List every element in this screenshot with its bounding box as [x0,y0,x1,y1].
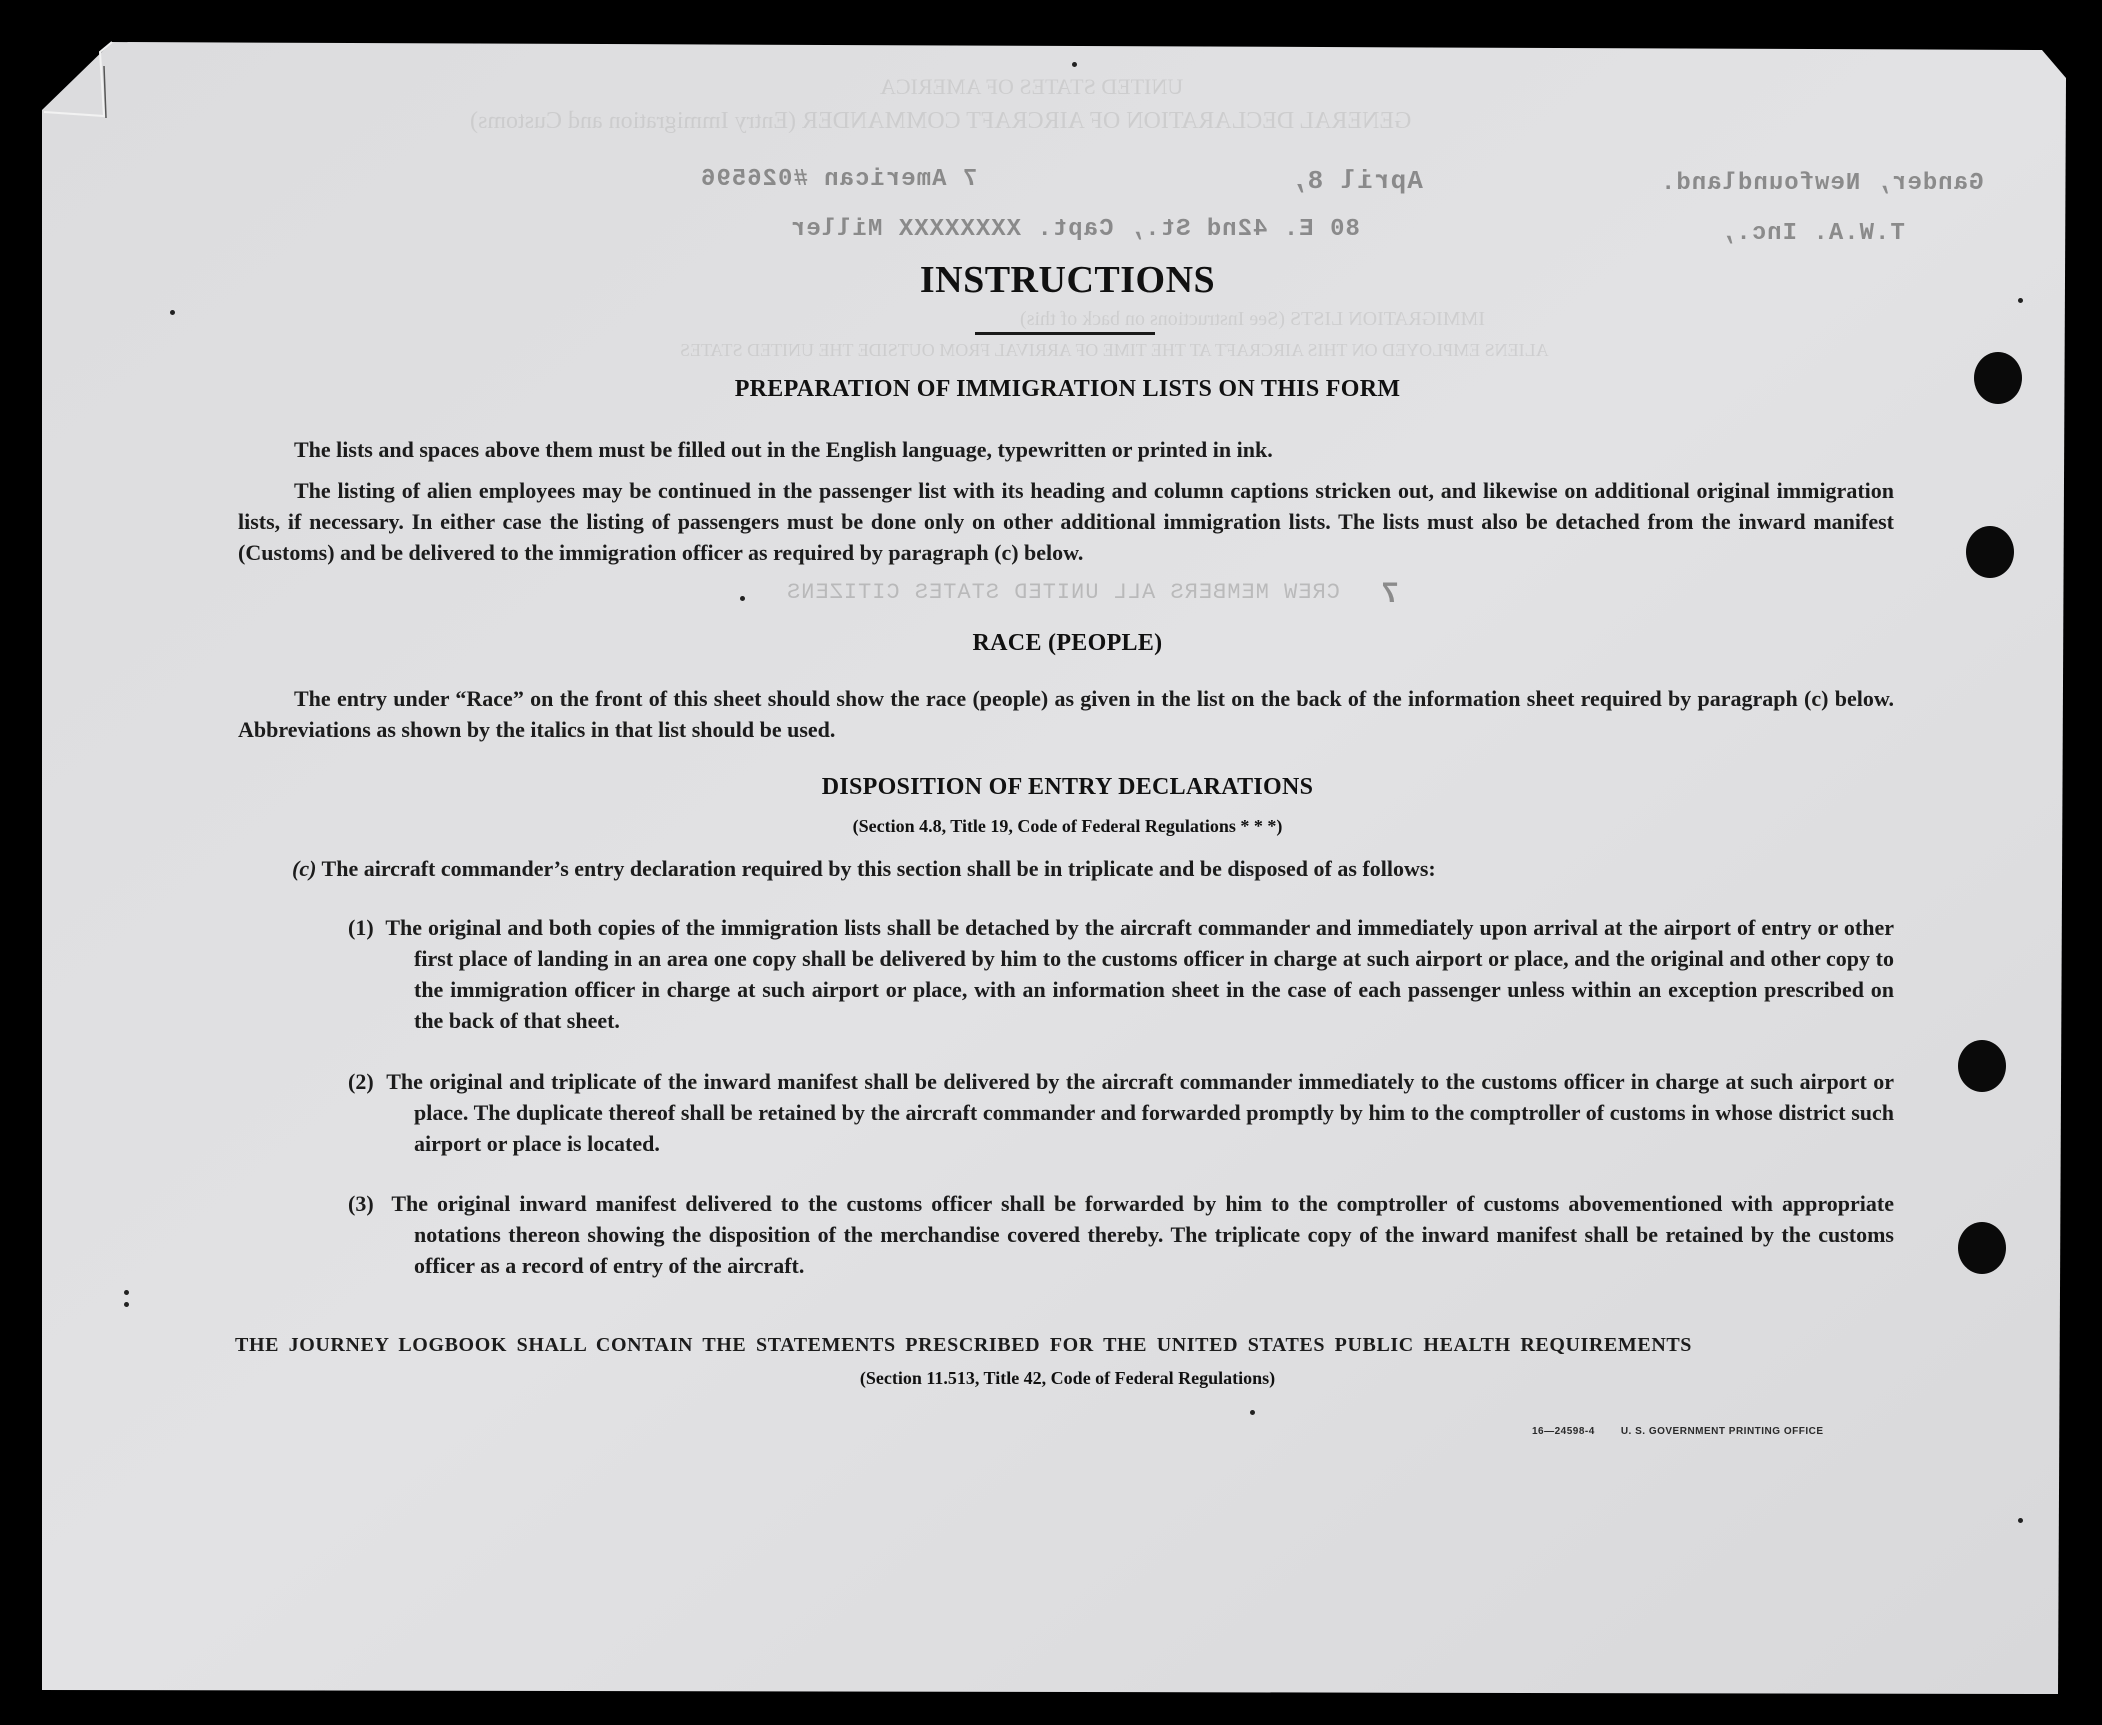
printer-imprint [1532,1426,1850,1437]
heading-race: RACE (PEOPLE) [972,630,1163,656]
disposition-intro [292,853,1894,884]
item-text: The original and triplicate of the inward manifest shall be delivered by the aircraft commander immediately to the customs officer in charge at such airport or place. The duplicate thereof shall be retained by the aircraft commander and forwarded promptly by him to the comptroller of customs in whose district such airport or place is located. [386,1069,1895,1156]
bleed-header-2: GENERAL DECLARATION OF AIRCRAFT COMMANDER (Entry Immigration and Customs) [470,108,1412,134]
bleed-carrier: T.W.A. Inc., [1720,220,1905,247]
speck [124,1290,129,1295]
intro-text: The aircraft commander’s entry declaration required by this section shall be in triplicate and be disposed of as follows: [321,856,1436,881]
item-label: (1) [348,915,374,940]
printer-name: U. S. GOVERNMENT PRINTING OFFICE [1620,1426,1824,1437]
punch-hole [1966,526,2014,578]
form-number: 16—24598-4 [1532,1426,1595,1437]
bleed-location: Gander, Newfoundland. [1660,170,1984,197]
disposition-item-3 [348,1188,1894,1281]
item-label: (2) [348,1069,374,1094]
bleed-address: 80 E. 42nd St., Capt. XXXXXXXX Miller [790,216,1360,243]
disposition-item-1 [348,912,1894,1036]
speck [1072,62,1077,67]
health-requirements-statement: THE JOURNEY LOGBOOK SHALL CONTAIN THE STATEMENTS PRESCRIBED FOR THE UNITED STATES PUBLIC HEALTH REQUIREMENTS [235,1334,1693,1356]
heading-preparation: PREPARATION OF IMMIGRATION LISTS ON THIS FORM [734,376,1401,402]
punch-hole [1958,1222,2006,1274]
bleed-lists: IMMIGRATION LISTS (See Instructions on back of this) [1020,308,1485,330]
page-title: INSTRUCTIONS [919,259,1216,301]
bleed-crew-count: 7 [1380,578,1400,612]
item-label: (3) [348,1191,374,1216]
speck [170,310,175,315]
heading-disposition: DISPOSITION OF ENTRY DECLARATIONS [821,774,1314,800]
disposition-citation: (Section 4.8, Title 19, Code of Federal Regulations * * *) [852,816,1283,836]
item-text: The original and both copies of the immigration lists shall be detached by the aircraft commander and immediately upon arrival at the airport of entry or other first place of landing in an area one copy shall be delivered by him to the customs officer in charge at such airport or place, and the original and other copy to the immigration officer in charge at such airport or place, with an information sheet in the case of each passenger unless within an exception prescribed on the back of that sheet. [385,915,1894,1033]
item-text: The original inward manifest delivered to the customs officer shall be forwarded by him to the comptroller of customs abovementioned with appropriate notations thereon showing the disposition of the merchandise covered thereby. The triplicate copy of the inward manifest shall be retained by the customs officer as a record of entry of the aircraft. [391,1191,1894,1278]
speck [2018,1518,2023,1523]
speck [124,1302,129,1307]
disposition-item-2 [348,1066,1894,1159]
health-requirements-citation: (Section 11.513, Title 42, Code of Federal Regulations) [859,1368,1276,1388]
bleed-aircraft: 7 American #026596 [700,166,978,193]
bleed-aliens: ALIENS EMPLOYED ON THIS AIRCRAFT AT THE TIME OF ARRIVAL FROM OUTSIDE THE UNITED STATES [680,340,1549,360]
speck [1250,1410,1255,1415]
bleed-header-1: UNITED STATES OF AMERICA [880,74,1184,99]
race-paragraph: The entry under “Race” on the front of this sheet should show the race (people) as given in the list on the back of the information sheet required by paragraph (c) below. Abbreviations as shown by the italics in that list should be used. [238,686,1894,742]
bleed-crew-note: CREW MEMBERS ALL UNITED STATES CITIZENS [786,580,1340,605]
title-rule [975,332,1155,335]
preparation-paragraph-1: The lists and spaces above them must be filled out in the English language, typewritten or printed in ink. [294,437,1273,462]
preparation-paragraph-2: The listing of alien employees may be continued in the passenger list with its heading and column captions stricken out, and likewise on additional original immigration lists, if necessary. In either case the listing of passengers must be done only on other additional immigration lists. The lists must also be detached from the inward manifest (Customs) and be delivered to the immigration officer as required by paragraph (c) below. [238,478,1894,565]
speck [740,596,745,601]
intro-label: (c) [292,856,317,881]
bleed-date: April 8, [1290,166,1423,196]
punch-hole [1958,1040,2006,1092]
